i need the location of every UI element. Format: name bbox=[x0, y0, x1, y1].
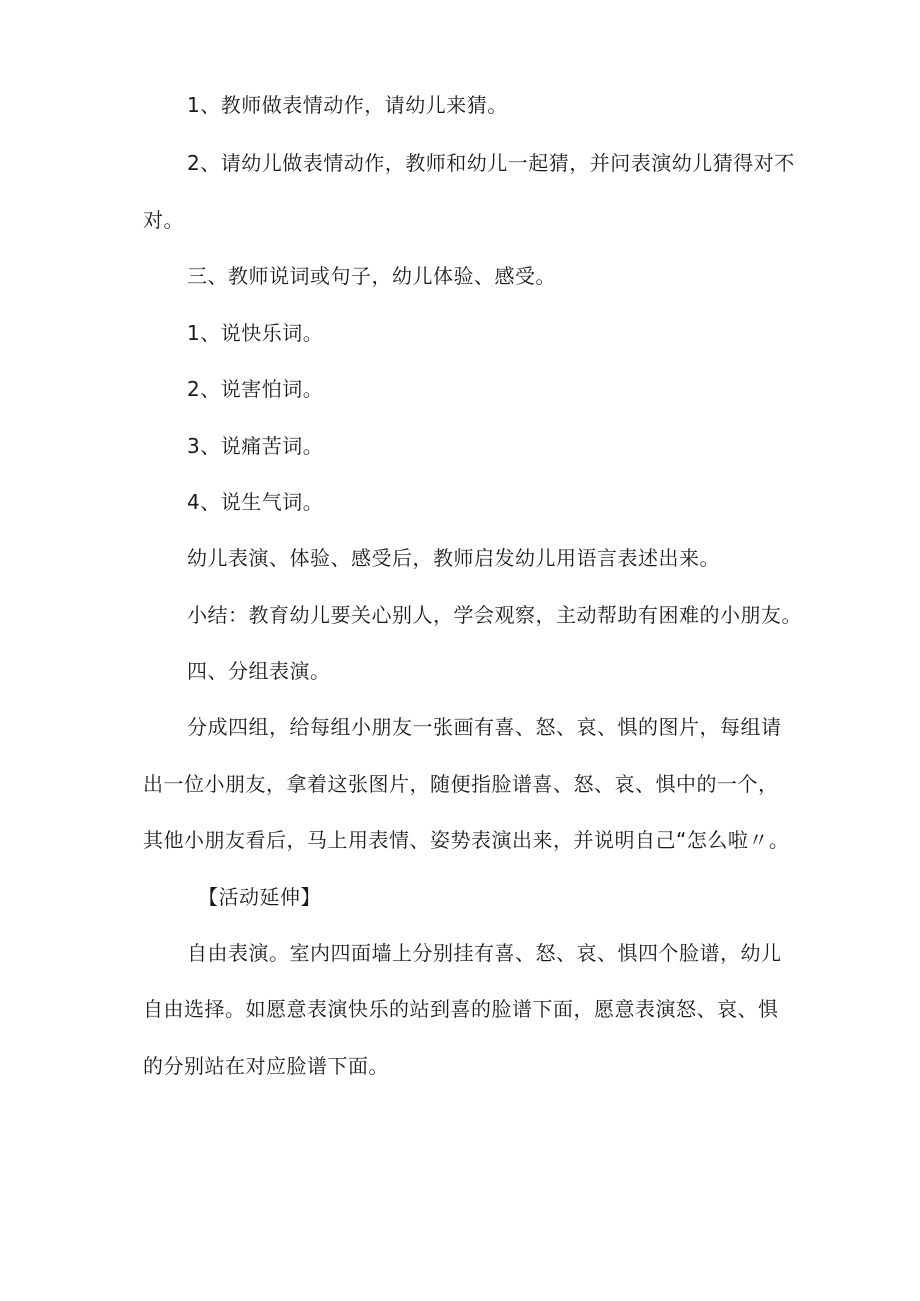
paragraph-line: 2、请幼儿做表情动作，教师和幼儿一起猜，并问表演幼儿猜得对不 bbox=[187, 151, 795, 175]
paragraph-line: 3、说痛苦词。 bbox=[187, 434, 324, 458]
section-heading: 三、教师说词或句子，幼儿体验、感受。 bbox=[187, 264, 556, 288]
paragraph-line: 的分别站在对应脸谱下面。 bbox=[143, 1054, 389, 1078]
section-heading: 【活动延伸】 bbox=[198, 885, 321, 909]
paragraph-line: 分成四组，给每组小朋友一张画有喜、怒、哀、惧的图片，每组请 bbox=[187, 715, 782, 739]
paragraph-line: 对。 bbox=[143, 208, 184, 232]
paragraph-line: 其他小朋友看后，马上用表情、姿势表演出来，并说明自己“怎么啦〃。 bbox=[143, 828, 790, 852]
paragraph-line: 2、说害怕词。 bbox=[187, 377, 324, 401]
paragraph-line: 自由表演。室内四面墙上分别挂有喜、怒、哀、惧四个脸谱，幼儿 bbox=[187, 941, 782, 965]
paragraph-line: 1、教师做表情动作，请幼儿来猜。 bbox=[187, 93, 508, 117]
paragraph-line: 4、说生气词。 bbox=[187, 490, 324, 514]
summary-line: 小结：教育幼儿要关心别人，学会观察，主动帮助有困难的小朋友。 bbox=[187, 603, 802, 627]
paragraph-line: 幼儿表演、体验、感受后，教师启发幼儿用语言表述出来。 bbox=[187, 546, 720, 570]
paragraph-line: 出一位小朋友，拿着这张图片，随便指脸谱喜、怒、哀、惧中的一个， bbox=[143, 772, 779, 796]
paragraph-line: 1、说快乐词。 bbox=[187, 321, 324, 345]
section-heading: 四、分组表演。 bbox=[187, 659, 331, 683]
paragraph-line: 自由选择。如愿意表演快乐的站到喜的脸谱下面，愿意表演怒、哀、惧 bbox=[143, 997, 779, 1021]
